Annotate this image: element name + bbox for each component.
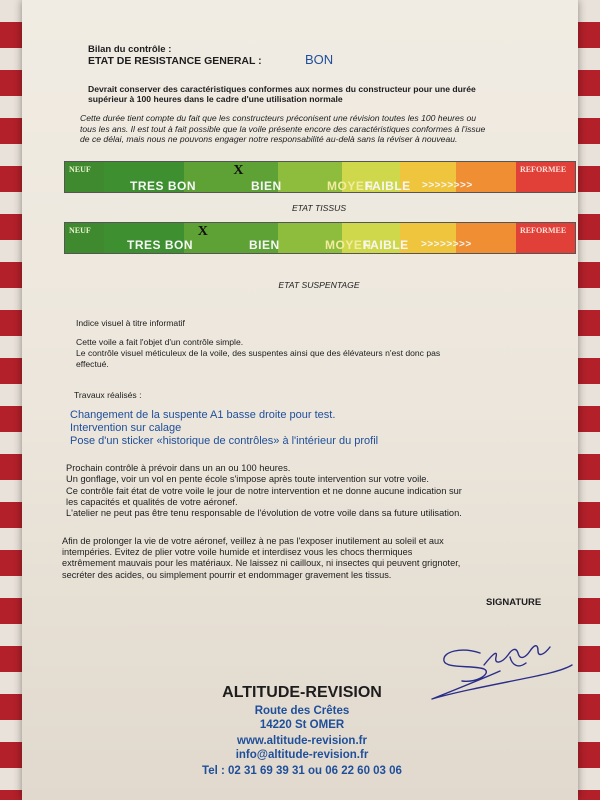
- scale-label-faible: FAIBLE: [363, 238, 409, 252]
- address-street: Route des Crêtes: [254, 705, 350, 717]
- scale-label-tres-bon: TRES BON: [127, 238, 194, 252]
- scale-label-faible: FAIBLE: [365, 179, 411, 193]
- phone-number: Tel : 02 31 69 39 31 ou 06 22 60 03 06: [202, 765, 402, 777]
- note-line: Cette durée tient compte du fait que les constructeurs préconisent une révision toutes les 100 heures ou: [80, 113, 477, 123]
- travaux-list: [70, 409, 570, 448]
- address-city: 14220 St OMER: [259, 719, 345, 731]
- prochain-line: L'atelier ne peut pas être tenu responsable de l'évolution de votre voile dans sa future utilisation.: [66, 508, 462, 519]
- scale-caption-suspentage: ETAT SUSPENTAGE: [278, 280, 360, 290]
- document-page: [22, 0, 578, 800]
- scale-suspentage: [64, 222, 576, 254]
- scale-seg-neuf: [65, 162, 104, 192]
- conseils-line: extrêmement mauvais pour les matériaux. Ne laissez ni cailloux, ni insectes qui peuvent grignoter,: [62, 558, 461, 569]
- scale-label-moyen: MOYEN: [327, 179, 374, 193]
- indice-body: [76, 337, 556, 370]
- resistance-value: BON: [305, 52, 334, 67]
- prochain-line: Ce contrôle fait état de votre voile le jour de notre intervention et ne donne aucune indication sur: [66, 485, 462, 496]
- statement-line: supérieur à 100 heures dans le cadre d'une utilisation normale: [88, 94, 343, 104]
- scale-tissus: [64, 161, 576, 193]
- signature-label: SIGNATURE: [486, 597, 542, 608]
- note: [80, 113, 575, 145]
- indice-line: effectué.: [76, 359, 109, 369]
- scale-neuf-label: NEUF: [69, 226, 91, 235]
- travaux-heading: Travaux réalisés :: [74, 390, 142, 400]
- scale-neuf-label: NEUF: [69, 165, 91, 174]
- scale-reformee-label: REFORMEE: [519, 165, 567, 174]
- company-name: ALTITUDE-REVISION: [222, 684, 382, 701]
- scale-label-moyen: MOYEN: [325, 238, 372, 252]
- resistance-label: ETAT DE RESISTANCE GENERAL :: [88, 55, 262, 67]
- scale-label-tres-bon: TRES BON: [130, 179, 197, 193]
- note-line: de ce délai, mais nous ne pouvons engager notre responsabilité au-delà sans la réviser à nouveau.: [80, 134, 458, 144]
- scale-caption-tissus: ETAT TISSUS: [291, 203, 347, 213]
- conseils-line: secréter des acides, ou simplement pourrir et endommager gravement les tissus.: [62, 569, 392, 580]
- indice-line: Cette voile a fait l'objet d'un contrôle simple.: [76, 337, 244, 347]
- prochain-line: Un gonflage, voir un vol en pente école s'impose après toute intervention sur votre voile.: [66, 474, 430, 485]
- conseils-block: [62, 536, 572, 581]
- bilan-heading: Bilan du contrôle :: [88, 44, 172, 55]
- prochain-line: les capacités et qualités de votre aéronef.: [66, 496, 238, 507]
- scale-seg-reformee: [516, 223, 575, 253]
- prochain-block: [66, 463, 571, 519]
- statement-line: Devrait conserver des caractéristiques conformes aux normes du constructeur pour une durée: [88, 84, 476, 94]
- company-address: [162, 704, 442, 778]
- note-line: tous les ans. Il est tout à fait possible que la voile présente encore des caractéristiques conformes à l'issue: [80, 123, 486, 134]
- scale-seg-reformee: [516, 162, 575, 192]
- travaux-item: Intervention sur calage: [70, 422, 182, 434]
- travaux-item: Pose d'un sticker «historique de contrôles» à l'intérieur du profil: [70, 435, 379, 447]
- scale-label-arrows: >>>>>>>>: [421, 239, 472, 250]
- email-link[interactable]: info@altitude-revision.fr: [235, 749, 369, 761]
- conseils-line: intempéries. Evitez de plier votre voile humide et interdisez vous les chocs thermiques: [62, 547, 413, 558]
- scale-reformee-label: REFORMEE: [519, 226, 567, 235]
- scale-seg-neuf: [65, 223, 104, 253]
- indice-line: Le contrôle visuel méticuleux de la voile, des suspentes ainsi que des élévateurs n'est donc pas: [76, 348, 441, 358]
- scale-label-bien: BIEN: [249, 238, 280, 252]
- handwritten-signature: [422, 635, 582, 707]
- scale-label-arrows: >>>>>>>>: [422, 180, 473, 191]
- website-link[interactable]: www.altitude-revision.fr: [237, 735, 367, 747]
- scale-mark-suspentage: X: [197, 224, 208, 239]
- scale-label-bien: BIEN: [251, 179, 282, 193]
- prochain-line: Prochain contrôle à prévoir dans un an ou 100 heures.: [66, 463, 291, 473]
- travaux-item: Changement de la suspente A1 basse droite pour test.: [70, 409, 336, 421]
- statement: [88, 84, 558, 104]
- scale-mark-tissus: X: [233, 163, 244, 178]
- indice-heading: Indice visuel à titre informatif: [76, 318, 185, 328]
- conseils-line: Afin de prolonger la vie de votre aéronef, veillez à ne pas l'exposer inutilement au soleil et aux: [62, 536, 444, 546]
